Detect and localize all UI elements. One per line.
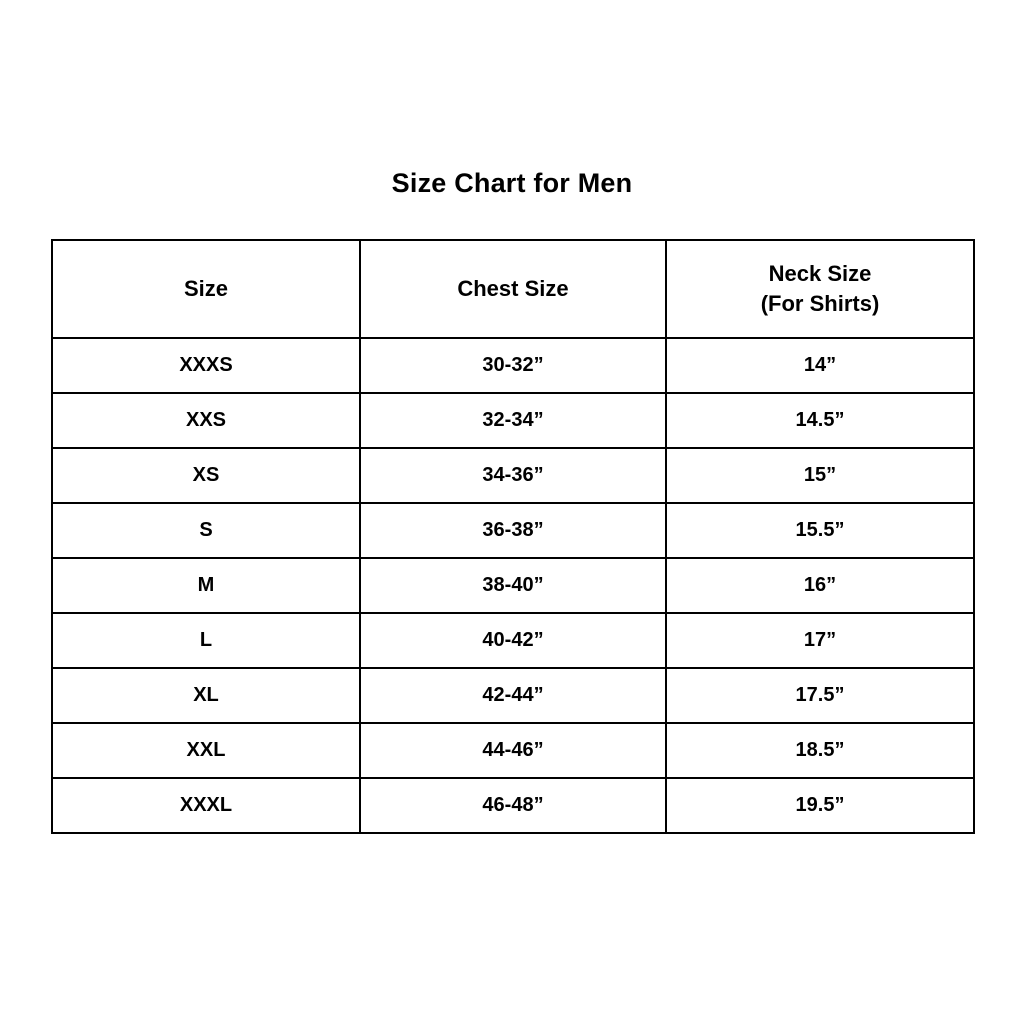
table-row [52, 778, 974, 833]
cell-chest: 40-42” [360, 613, 666, 668]
cell-chest: 32-34” [360, 393, 666, 448]
cell-chest: 36-38” [360, 503, 666, 558]
cell-neck: 19.5” [666, 778, 974, 833]
cell-chest: 38-40” [360, 558, 666, 613]
column-header-size-label: Size [183, 276, 229, 301]
cell-neck: 17.5” [666, 668, 974, 723]
table-row [52, 338, 974, 393]
cell-chest: 30-32” [360, 338, 666, 393]
column-header-size [52, 240, 360, 338]
cell-neck: 14.5” [666, 393, 974, 448]
table-header [52, 240, 974, 338]
cell-size: XS [52, 448, 360, 503]
table-row [52, 393, 974, 448]
column-header-neck-size-sublabel: (For Shirts) [760, 291, 880, 316]
table-row [52, 448, 974, 503]
size-chart-table [51, 239, 975, 834]
cell-size: XXXS [52, 338, 360, 393]
cell-neck: 15” [666, 448, 974, 503]
cell-size: S [52, 503, 360, 558]
cell-neck: 15.5” [666, 503, 974, 558]
table-row [52, 723, 974, 778]
cell-neck: 14” [666, 338, 974, 393]
page-title: Size Chart for Men [391, 168, 633, 198]
table-row [52, 668, 974, 723]
column-header-chest-size [360, 240, 666, 338]
cell-size: XXXL [52, 778, 360, 833]
table-body [52, 338, 974, 833]
table-header-row [52, 240, 974, 338]
cell-neck: 17” [666, 613, 974, 668]
cell-size: XL [52, 668, 360, 723]
cell-chest: 42-44” [360, 668, 666, 723]
cell-chest: 34-36” [360, 448, 666, 503]
cell-chest: 44-46” [360, 723, 666, 778]
cell-chest: 46-48” [360, 778, 666, 833]
column-header-neck-size [666, 240, 974, 338]
column-header-neck-size-label: Neck Size [768, 261, 872, 286]
column-header-chest-size-label: Chest Size [457, 276, 569, 301]
cell-neck: 16” [666, 558, 974, 613]
cell-size: XXL [52, 723, 360, 778]
cell-neck: 18.5” [666, 723, 974, 778]
table-row [52, 503, 974, 558]
cell-size: M [52, 558, 360, 613]
table-row [52, 558, 974, 613]
cell-size: L [52, 613, 360, 668]
cell-size: XXS [52, 393, 360, 448]
table-row [52, 613, 974, 668]
size-chart-table-container [51, 239, 973, 834]
